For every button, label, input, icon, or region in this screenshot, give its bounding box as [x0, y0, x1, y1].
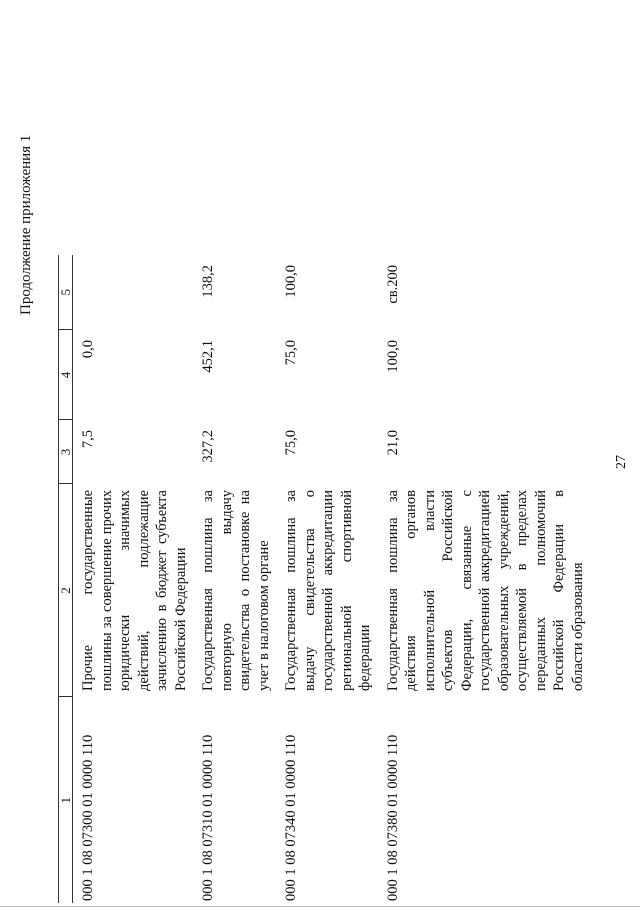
table-row [378, 255, 591, 903]
row-col4: 0,0 [80, 340, 96, 359]
row-col5: 138,2 [200, 265, 216, 298]
header-col-4: 4 [59, 330, 73, 420]
row-col3: 327,2 [200, 430, 216, 463]
row-name: Государственная пошлина за действия органов исполнительной власти субъектов Российской Федерации, связанные с государственной аккредитацией образовательных учреждений, осуществляемой в пределах переданных полномочий Российской Федерации в области образования [384, 490, 586, 691]
table-header-row [59, 255, 73, 903]
appendix-table [58, 255, 590, 903]
continuation-label: Продолжение приложения 1 [18, 134, 34, 315]
row-name: Государственная пошлина за выдачу свидетельства о государственной аккредитации региональной спортивной федерации [283, 490, 373, 691]
row-col5: 100,0 [283, 265, 299, 298]
header-col-5: 5 [59, 255, 73, 330]
row-name: Государственная пошлина за повторную выдачу свидетельства о постановке на учет в налоговом органе [200, 490, 272, 691]
page-number: 27 [614, 455, 629, 469]
row-code: 000 1 08 07310 01 0000 110 [200, 734, 216, 901]
header-col-1: 1 [59, 697, 73, 903]
row-col4: 100,0 [384, 340, 401, 373]
row-col3: 75,0 [283, 430, 299, 456]
table-row [73, 255, 194, 903]
row-col3: 21,0 [384, 430, 401, 456]
row-code: 000 1 08 07380 01 0000 110 [384, 734, 401, 901]
row-col3: 7,5 [80, 430, 96, 449]
scan-edge-line [0, 906, 640, 907]
row-col4: 452,1 [200, 340, 216, 373]
row-code: 000 1 08 07300 01 0000 110 [80, 734, 96, 901]
row-col4: 75,0 [283, 340, 299, 366]
row-code: 000 1 08 07340 01 0000 110 [283, 734, 299, 901]
table-row [276, 255, 378, 903]
table-row [193, 255, 276, 903]
header-col-2: 2 [59, 484, 73, 697]
row-name: Прочие государственные пошлины за совершение прочих юридически значимых действий, подлежащие зачислению в бюджет субъекта Российской Федерации [80, 490, 189, 691]
row-col5 [73, 255, 194, 330]
header-col-3: 3 [59, 420, 73, 484]
row-col5: св.200 [384, 265, 401, 304]
